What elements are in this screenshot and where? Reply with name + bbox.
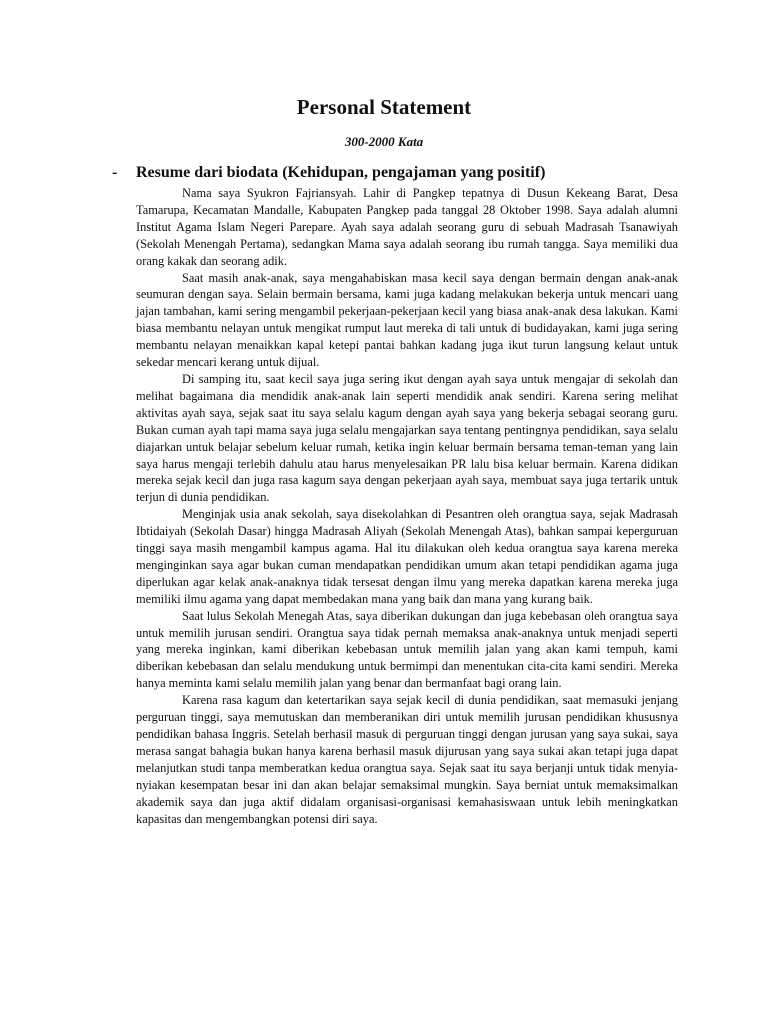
paragraph-6: Karena rasa kagum dan ketertarikan saya sejak kecil di dunia pendidikan, saat memasuki jenjang perguruan tinggi, saya memutuskan dan memberanikan diri untuk memilih jurusan pendidikan khususnya pendidikan bahasa Inggris. Setelah berhasil masuk di perguruan tinggi dengan jurusan yang saya sukai, saya merasa sangat bahagia bukan hanya karena berhasil masuk dijurusan yang saya sukai akan tetapi juga dapat melanjutkan studi tanpa memberatkan kedua orangtua saya. Sejak saat itu saya berjanji untuk tidak menyia-nyiakan kesempatan besar ini dan akan belajar semaksimal mungkin. Saya berniat untuk memaksimalkan akademik saya dan juga aktif didalam organisasi-organisasi kemahasiswaan untuk lebih meningkatkan kapasitas dan mengembangkan potensi diri saya. [136, 693, 678, 826]
paragraph-4: Menginjak usia anak sekolah, saya disekolahkan di Pesantren oleh orangtua saya, sejak Madrasah Ibtidaiyah (Sekolah Dasar) hingga Madrasah Aliyah (Sekolah Menengah Atas), bahkan sampai keperguruan tinggi saya masih mengambil kampus agama. Hal itu dilakukan oleh kedua orangtua saya karena mereka menginginkan saya agar bukan cuman mendapatkan pendidikan umum akan tetapi pendidikan agama juga diperlukan agar kelak anak-anaknya tidak tersesat dengan ilmu yang mereka dapatkan karena mereka juga memiliki ilmu agama yang dapat membedakan mana yang baik dan mana yang kurang baik. [136, 507, 678, 606]
section-heading [112, 163, 672, 183]
body-text [136, 185, 678, 827]
document-title: Personal Statement [296, 95, 472, 119]
paragraph-1: Nama saya Syukron Fajriansyah. Lahir di Pangkep tepatnya di Dusun Kekeang Barat, Desa Tamarupa, Kecamatan Mandalle, Kabupaten Pangkep pada tanggal 28 Oktober 1998. Saya adalah alumni Institut Agama Islam Negeri Parepare. Ayah saya adalah seorang guru di sebuah Madrasah Tsanawiyah (Sekolah Menengah Pertama), sedangkan Mama saya adalah seorang ibu rumah tangga. Saya memiliki dua orang kakak dan seorang adik. [136, 186, 678, 268]
paragraph-5: Saat lulus Sekolah Menegah Atas, saya diberikan dukungan dan juga kebebasan oleh orangtua saya untuk memilih jurusan sendiri. Orangtua saya tidak pernah memaksa anak-anaknya untuk menjadi seperti yang mereka inginkan, kami diberikan kebebasan untuk memilih jalan yang akan kami tempuh, kami diberikan kebebasan dan selalu mendukung untuk bermimpi dan menentukan cita-cita kami sendiri. Mereka hanya meminta kami selalu memilih jalan yang benar dan bermanfaat bagi orang lain. [136, 608, 678, 691]
paragraph-2: Saat masih anak-anak, saya mengahabiskan masa kecil saya dengan bermain dengan anak-anak seumuran dengan saya. Selain bermain bersama, kami juga kadang melakukan bekerja untuk mencari uang jajan tambahan, kami sering mengambil pekerjaan-pekerjaan kecil yang biasa anak-anak desa lakukan. Kami biasa membantu nelayan untuk mengikat rumput laut mereka di tali untuk di budidayakan, kami juga sering membantu nelayan menaikkan kapal ketepi pantai bahkan kadang juga ikut turun langsung kelaut untuk sekedar mencari kerang untuk dijual. [136, 270, 678, 370]
paragraph-3: Di samping itu, saat kecil saya juga sering ikut dengan ayah saya untuk mengajar di sekolah dan melihat bagaimana dia mendidik anak-anak lain seperti mendidik anak sendiri. Karena sering melihat aktivitas ayah saya, sejak saat itu saya selalu kagum dengan ayah saya yang bekerja sebagai seorang guru. Bukan cuman ayah tapi mama saya juga selalu mengajarkan saya tentang pentingnya pendidikan, saya selalu diajarkan untuk belajar sebelum keluar rumah, ketika ingin keluar bermain bersama teman-teman yang lain saya harus mengaji terlebih dahulu atau harus menyelesaikan PR lalu bisa keluar bermain. Karena didikan mereka sejak kecil dan juga rasa kagum saya dengan pekerjaan ayah saya, membuat saya juga tertarik untuk terjun di dunia pendidikan. [136, 371, 678, 505]
section-bullet: - [112, 164, 118, 181]
document-subtitle: 300-2000 Kata [344, 134, 424, 149]
section-heading-text: Resume dari biodata (Kehidupan, pengajaman yang positif) [136, 164, 546, 181]
